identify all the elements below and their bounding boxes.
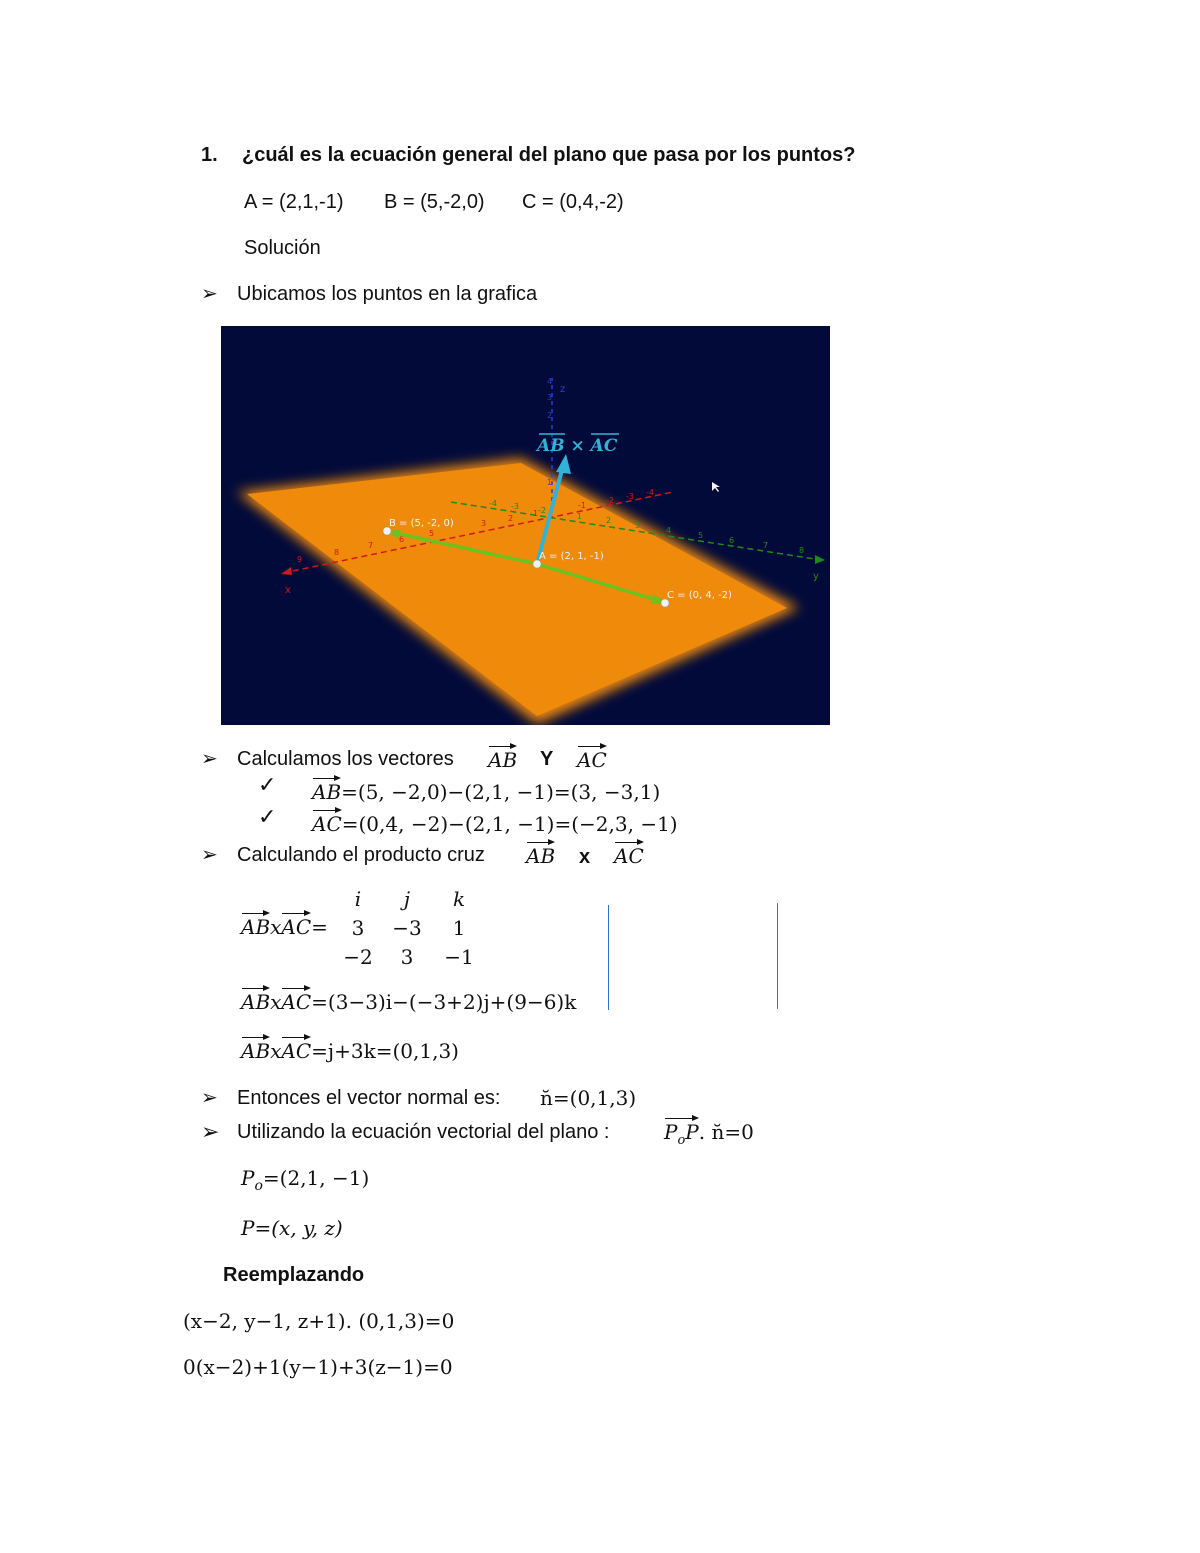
- p0-value: =(2,1, −1): [262, 1166, 370, 1190]
- vector-ac-symbol: AC: [281, 986, 311, 1014]
- svg-text:6: 6: [729, 536, 735, 545]
- vector-ab-symbol: AB: [241, 1035, 270, 1063]
- matrix-cell: 1: [452, 915, 466, 940]
- svg-text:6: 6: [399, 535, 405, 544]
- and-label: Y: [540, 748, 554, 770]
- plane-3d-graph: [221, 326, 830, 725]
- matrix-cell: k: [452, 886, 466, 911]
- vector-ac-symbol: AC: [281, 911, 311, 939]
- matrix-cell: i: [354, 886, 362, 911]
- vector-ab-symbol: AB: [241, 986, 270, 1014]
- cross-product-label: AB × AC: [537, 436, 618, 456]
- svg-text:3: 3: [635, 521, 641, 530]
- vector-ab-symbol: AB: [241, 911, 270, 939]
- axis-y-label: y: [813, 571, 819, 582]
- solution-label: Solución: [244, 237, 321, 259]
- svg-text:4: 4: [547, 377, 553, 386]
- svg-text:8: 8: [334, 548, 340, 557]
- ac-calculation: =(0,4, −2)−(2,1, −1)=(−2,3, −1): [341, 812, 678, 836]
- cross-operator: x: [270, 990, 282, 1014]
- checkmark-icon: ✓: [258, 773, 277, 798]
- svg-text:9: 9: [297, 555, 303, 564]
- svg-text:-2: -2: [538, 506, 546, 515]
- vector-ab-symbol: AB: [312, 776, 341, 804]
- vector-ac-symbol: AC: [312, 808, 342, 836]
- svg-text:2: 2: [606, 516, 612, 525]
- cross-operator: x: [270, 1039, 282, 1063]
- cross-result: =j+3k=(0,1,3): [311, 1039, 459, 1063]
- normal-label: Entonces el vector normal es:: [237, 1087, 501, 1109]
- svg-text:-4: -4: [646, 488, 654, 497]
- matrix-cell: −1: [444, 944, 474, 969]
- point-c-def: C = (0,4,-2): [522, 191, 624, 213]
- vector-ac-symbol: AC: [577, 744, 607, 772]
- po-p-vector-symbol: $P_oP$: [664, 1116, 699, 1153]
- axis-x-label: x: [285, 585, 291, 596]
- point-c-label: C = (0, 4, -2): [667, 590, 732, 601]
- ab-calculation: =(5, −2,0)−(2,1, −1)=(3, −3,1): [341, 780, 661, 804]
- divider-line: [777, 903, 778, 1009]
- arrow-bullet-icon: ➢: [201, 283, 218, 305]
- point-b-def: B = (5,-2,0): [384, 191, 485, 213]
- vector-ab-symbol: AB: [488, 744, 517, 772]
- svg-text:5: 5: [429, 529, 435, 538]
- point-a-def: A = (2,1,-1): [244, 191, 344, 213]
- svg-text:7: 7: [368, 541, 374, 550]
- arrow-bullet-icon: ➢: [201, 748, 218, 770]
- plane-eq-value: . n̆=0: [698, 1120, 754, 1144]
- arrow-bullet-icon: ➢: [201, 1087, 218, 1109]
- p0-subscript: o: [254, 1178, 263, 1194]
- svg-text:3: 3: [481, 519, 487, 528]
- question-text: ¿cuál es la ecuación general del plano que pasa por los puntos?: [242, 144, 856, 166]
- svg-text:1: 1: [577, 512, 583, 521]
- cross-x-label: x: [579, 846, 591, 868]
- plane-eq-label: Utilizando la ecuación vectorial del plano :: [237, 1121, 610, 1143]
- determinant-matrix: [336, 884, 484, 971]
- step-cross: Calculando el producto cruz: [237, 844, 485, 866]
- arrow-bullet-icon: ➢: [201, 844, 218, 866]
- divider-line: [608, 905, 609, 1010]
- p0-symbol: P: [241, 1166, 255, 1190]
- p-definition: P=(x, y, z): [241, 1216, 343, 1240]
- svg-text:2: 2: [547, 411, 553, 420]
- arrow-bullet-icon: ➢: [201, 1119, 220, 1144]
- svg-text:4: 4: [666, 526, 672, 535]
- svg-text:-2: -2: [606, 496, 614, 505]
- matrix-cell: j: [403, 886, 411, 911]
- svg-text:-3: -3: [626, 492, 634, 501]
- svg-text:-4: -4: [489, 499, 497, 508]
- svg-text:3: 3: [547, 393, 553, 402]
- svg-text:8: 8: [799, 546, 805, 555]
- step-vectors: Calculamos los vectores: [237, 748, 454, 770]
- point-b-label: B = (5, -2, 0): [389, 518, 454, 529]
- vector-ac-symbol: AC: [614, 840, 644, 868]
- svg-text:7: 7: [763, 541, 769, 550]
- replacement-equation-2: 0(x−2)+1(y−1)+3(z−1)=0: [183, 1355, 453, 1379]
- cross-operator: x: [270, 915, 282, 939]
- matrix-equals: =: [311, 915, 328, 939]
- vector-ac-symbol: AC: [281, 1035, 311, 1063]
- replacement-equation-1: (x−2, y−1, z+1). (0,1,3)=0: [183, 1309, 455, 1333]
- axis-z-label: z: [560, 384, 566, 395]
- question-number: 1.: [201, 144, 218, 166]
- replacing-label: Reemplazando: [223, 1264, 365, 1286]
- matrix-cell: −3: [392, 915, 422, 940]
- normal-value: n̆=(0,1,3): [540, 1086, 637, 1110]
- point-a-label: A = (2, 1, -1): [539, 551, 604, 562]
- matrix-cell: 3: [351, 915, 365, 940]
- matrix-cell: −2: [343, 944, 373, 969]
- svg-text:1: 1: [547, 478, 553, 487]
- cross-expansion: =(3−3)i−(−3+2)j+(9−6)k: [311, 990, 577, 1014]
- matrix-cell: 3: [400, 944, 414, 969]
- svg-text:-3: -3: [511, 502, 519, 511]
- svg-text:5: 5: [698, 531, 704, 540]
- svg-text:1: 1: [533, 509, 539, 518]
- svg-text:2: 2: [508, 514, 514, 523]
- svg-text:-1: -1: [578, 501, 586, 510]
- checkmark-icon: ✓: [258, 805, 277, 830]
- vector-ab-symbol: AB: [526, 840, 555, 868]
- step-locate: Ubicamos los puntos en la grafica: [237, 283, 538, 305]
